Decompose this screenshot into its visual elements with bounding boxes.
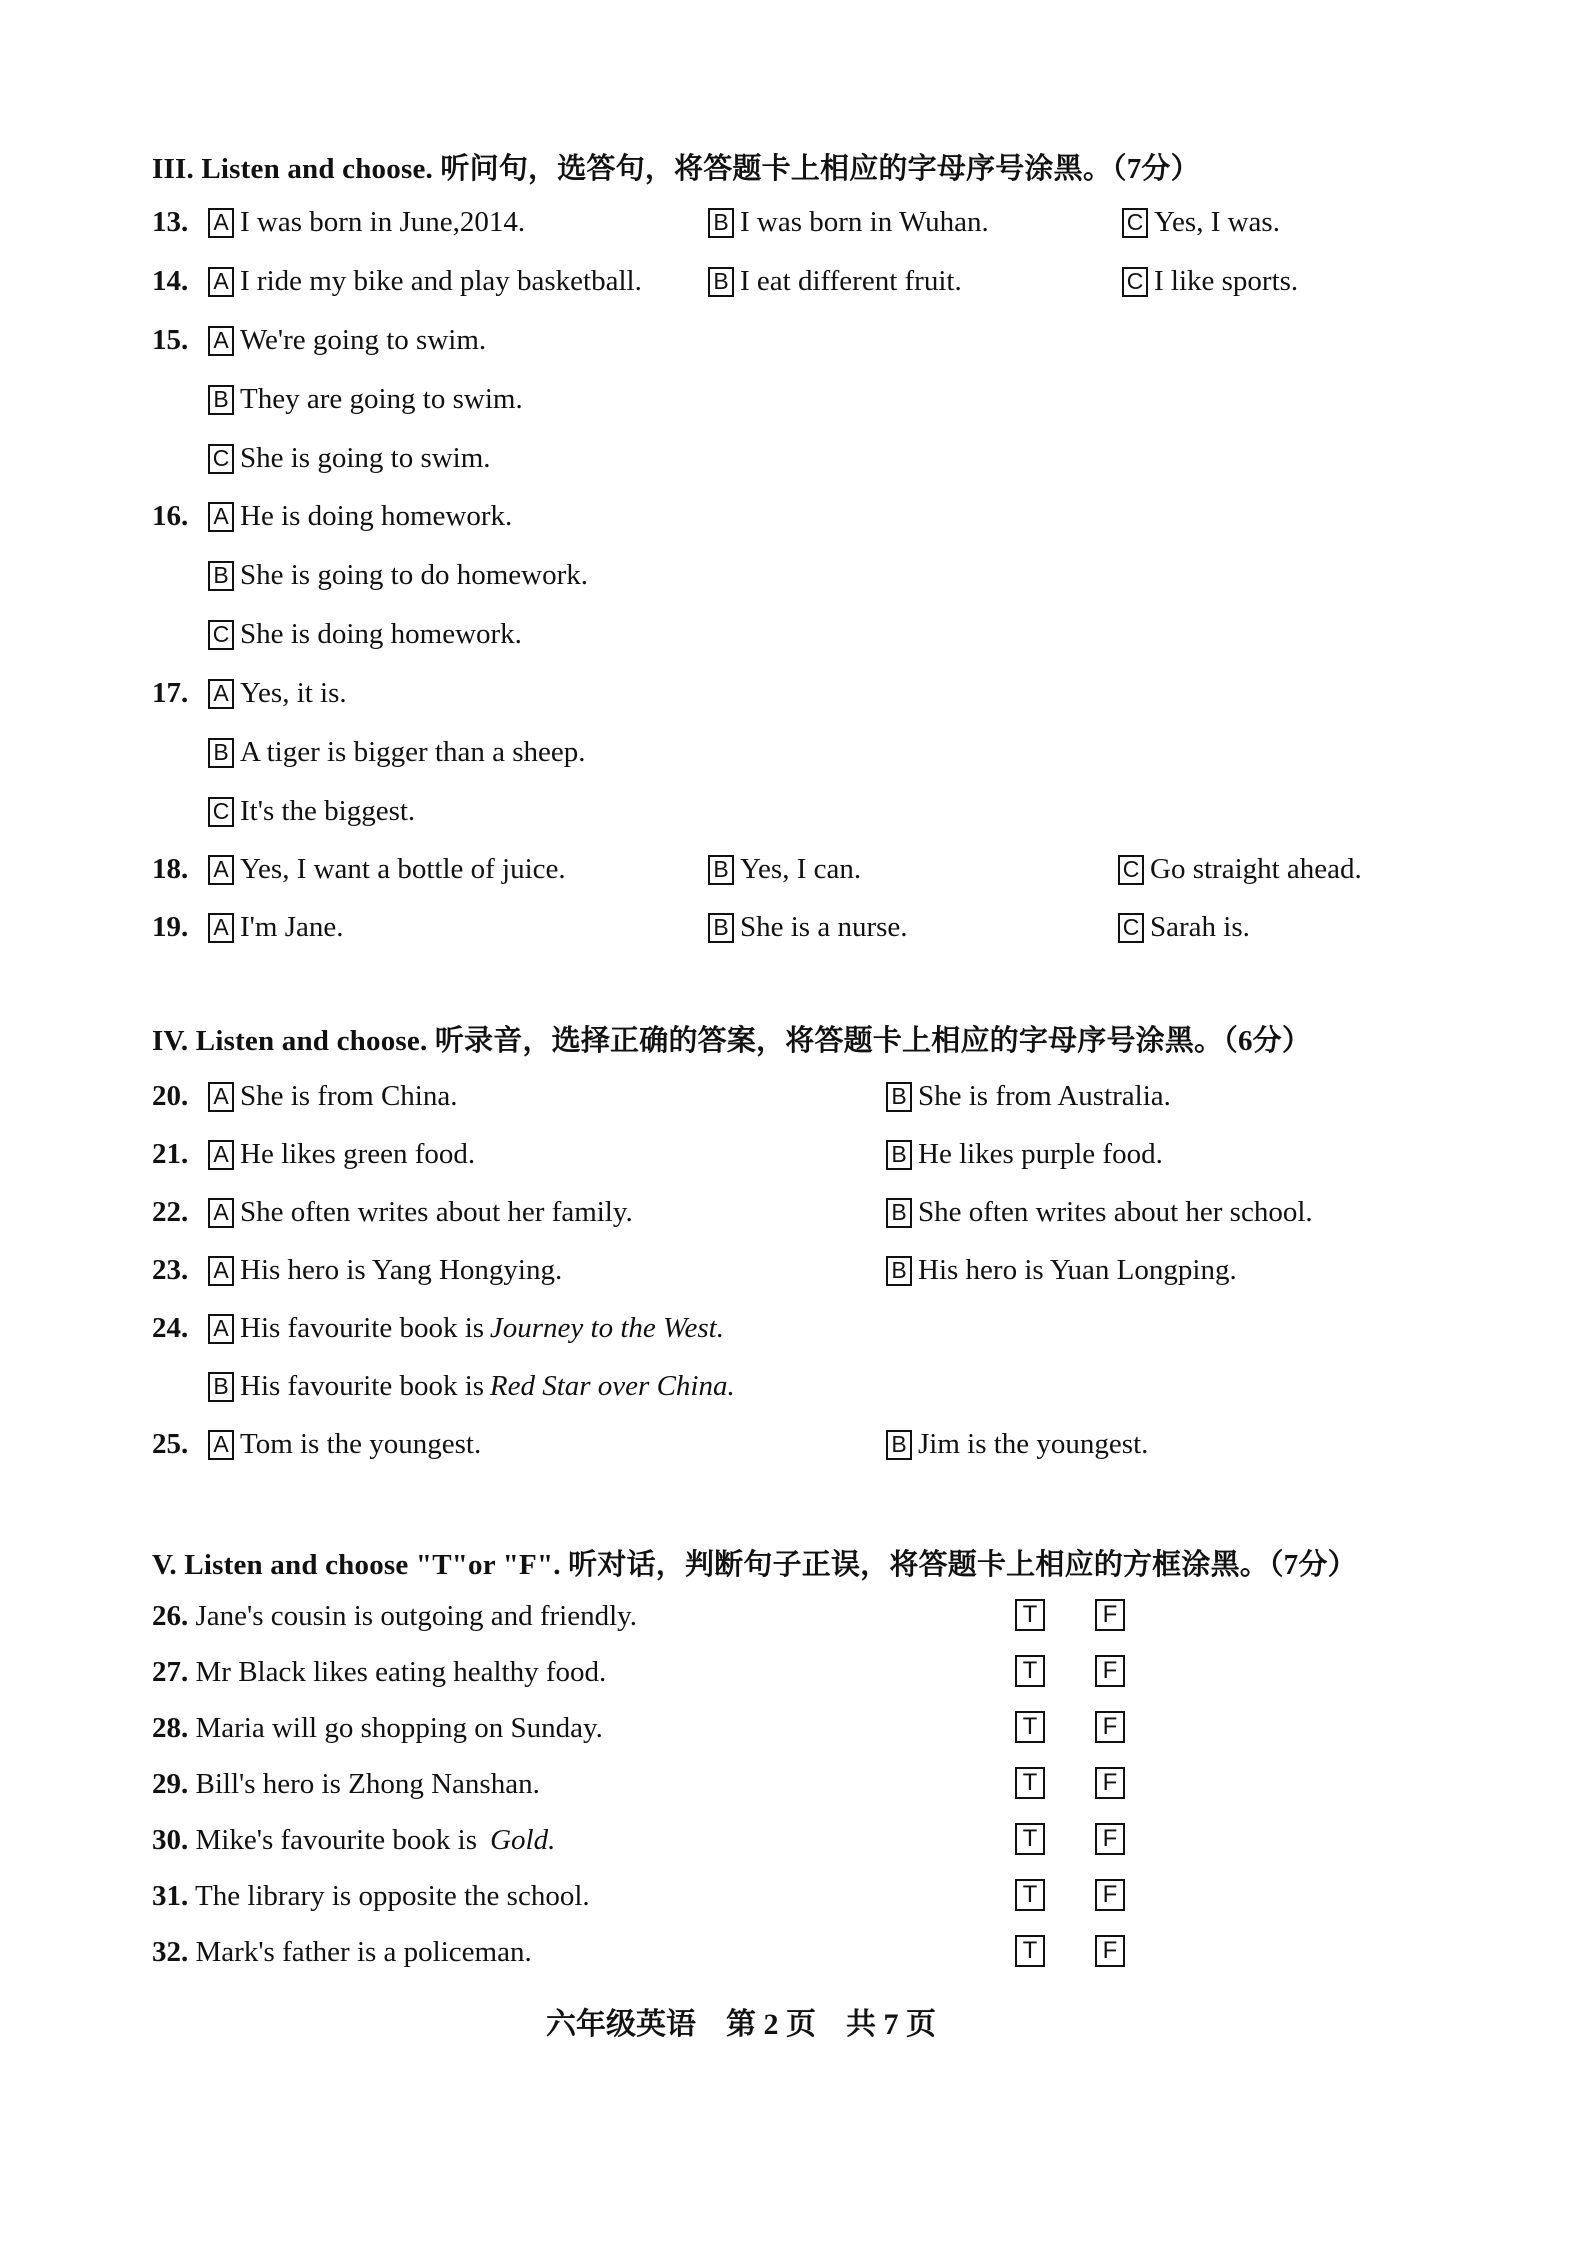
option-text: He likes green food. (240, 1138, 476, 1170)
tf-question-28 (152, 1712, 603, 1745)
question-number: 19. (152, 911, 189, 943)
option-text: She often writes about her family. (240, 1196, 633, 1228)
false-box[interactable]: F (1095, 1823, 1125, 1855)
q13-option-b[interactable] (708, 206, 989, 239)
option-box: A (208, 1140, 234, 1170)
question-number: 29. (152, 1768, 189, 1800)
option-box: B (886, 1082, 912, 1112)
option-text: He is doing homework. (240, 500, 513, 532)
statement-text: Maria will go shopping on Sunday. (195, 1712, 603, 1744)
option-text: Sarah is. (1150, 911, 1250, 943)
option-box: B (708, 208, 734, 238)
option-box: B (886, 1198, 912, 1228)
q20-option-b[interactable] (886, 1080, 1171, 1113)
option-text: His hero is Yang Hongying. (240, 1254, 563, 1286)
option-text: Yes, I was. (1154, 206, 1280, 238)
q15-option-b[interactable] (208, 383, 523, 416)
option-box: B (886, 1140, 912, 1170)
option-text: Yes, it is. (240, 677, 347, 709)
q15-option-c[interactable] (208, 442, 491, 475)
option-text: I eat different fruit. (740, 265, 962, 297)
question-number: 23. (152, 1254, 189, 1286)
question-number: 27. (152, 1656, 189, 1688)
q22-option-a[interactable] (208, 1196, 633, 1229)
option-box: A (208, 913, 234, 943)
q16-option-c[interactable] (208, 618, 522, 651)
option-text: She is from Australia. (918, 1080, 1171, 1112)
option-box: B (208, 1372, 234, 1402)
q17-option-b[interactable] (208, 736, 586, 769)
option-box: A (208, 1082, 234, 1112)
q18-option-a[interactable] (208, 853, 566, 886)
option-text: A tiger is bigger than a sheep. (240, 736, 586, 768)
true-box[interactable]: T (1015, 1767, 1045, 1799)
question-number: 25. (152, 1428, 189, 1460)
book-title: Journey to the West. (489, 1312, 724, 1344)
false-box[interactable]: F (1095, 1599, 1125, 1631)
q23-option-b[interactable] (886, 1254, 1237, 1287)
false-box[interactable]: F (1095, 1655, 1125, 1687)
option-text: His favourite book is (240, 1312, 485, 1344)
option-text: She is a nurse. (740, 911, 908, 943)
q13-option-c[interactable] (1122, 206, 1280, 239)
false-box[interactable]: F (1095, 1935, 1125, 1967)
option-box: A (208, 326, 234, 356)
option-text: His favourite book is (240, 1370, 485, 1402)
q16-option-b[interactable] (208, 559, 588, 592)
option-box: B (208, 385, 234, 415)
q14-option-a[interactable] (208, 265, 642, 298)
option-box: C (208, 620, 234, 650)
option-box: B (886, 1430, 912, 1460)
true-box[interactable]: T (1015, 1823, 1045, 1855)
option-text: They are going to swim. (240, 383, 523, 415)
option-box: B (208, 738, 234, 768)
q19-option-b[interactable] (708, 911, 908, 944)
option-text: I was born in June,2014. (240, 206, 526, 238)
option-box: A (208, 679, 234, 709)
false-box[interactable]: F (1095, 1767, 1125, 1799)
option-text: I ride my bike and play basketball. (240, 265, 642, 297)
q14-option-b[interactable] (708, 265, 962, 298)
option-box: A (208, 1314, 234, 1344)
option-text: I like sports. (1154, 265, 1299, 297)
option-box: A (208, 1198, 234, 1228)
q23-option-a[interactable] (208, 1254, 562, 1287)
option-text: She is going to swim. (240, 442, 491, 474)
option-text: We're going to swim. (240, 324, 487, 356)
question-number: 16. (152, 500, 189, 532)
option-box: A (208, 267, 234, 297)
question-number: 13. (152, 206, 189, 238)
book-title: Gold. (490, 1824, 556, 1856)
question-number: 28. (152, 1712, 189, 1744)
option-box: C (1122, 267, 1148, 297)
tf-question-30 (152, 1824, 555, 1857)
q21-option-b[interactable] (886, 1138, 1163, 1171)
statement-text: Mike's favourite book is (195, 1824, 485, 1856)
section-3-title: III. Listen and choose. 听问句，选答句，将答题卡上相应的字母序号涂黑。（7分） (152, 153, 1200, 185)
option-text: His hero is Yuan Longping. (918, 1254, 1237, 1286)
question-number: 14. (152, 265, 189, 297)
statement-text: Jane's cousin is outgoing and friendly. (195, 1600, 637, 1632)
option-box: A (208, 855, 234, 885)
q18-option-c[interactable] (1118, 853, 1362, 886)
page-footer: 六年级英语 第 2 页 共 7 页 (546, 2008, 936, 2041)
option-box: C (1122, 208, 1148, 238)
option-text: She is from China. (240, 1080, 458, 1112)
option-box: B (708, 267, 734, 297)
option-box: C (1118, 913, 1144, 943)
q24-option-a[interactable] (208, 1312, 724, 1345)
option-box: C (1118, 855, 1144, 885)
option-text: I was born in Wuhan. (740, 206, 989, 238)
q15-option-a[interactable] (208, 324, 486, 357)
question-number: 31. (152, 1880, 189, 1912)
option-text: Tom is the youngest. (240, 1428, 482, 1460)
option-text: I'm Jane. (240, 911, 344, 943)
option-box: B (208, 561, 234, 591)
option-text: She often writes about her school. (918, 1196, 1313, 1228)
true-box[interactable]: T (1015, 1599, 1045, 1631)
statement-text: The library is opposite the school. (194, 1880, 590, 1912)
option-text: She is doing homework. (240, 618, 522, 650)
option-box: C (208, 444, 234, 474)
false-box[interactable]: F (1095, 1879, 1125, 1911)
option-text: It's the biggest. (240, 795, 416, 827)
false-box[interactable]: F (1095, 1711, 1125, 1743)
section-4-title: IV. Listen and choose. 听录音，选择正确的答案，将答题卡上相应的字母序号涂黑。（6分） (152, 1025, 1312, 1057)
option-box: B (708, 855, 734, 885)
q24-option-b[interactable] (208, 1370, 735, 1403)
q19-option-a[interactable] (208, 911, 343, 944)
question-number: 24. (152, 1312, 189, 1344)
question-number: 30. (152, 1824, 189, 1856)
section-5-title: V. Listen and choose "T"or "F". 听对话，判断句子正误，将答题卡上相应的方框涂黑。（7分） (152, 1549, 1357, 1581)
option-text: Go straight ahead. (1150, 853, 1362, 885)
q25-option-a[interactable] (208, 1428, 481, 1461)
statement-text: Bill's hero is Zhong Nanshan. (195, 1768, 540, 1800)
tf-question-32 (152, 1936, 532, 1969)
option-text: She is going to do homework. (240, 559, 588, 591)
question-number: 26. (152, 1600, 189, 1632)
statement-text: Mark's father is a policeman. (195, 1936, 532, 1968)
q17-option-c[interactable] (208, 795, 415, 828)
q25-option-b[interactable] (886, 1428, 1148, 1461)
option-box: C (208, 797, 234, 827)
option-box: A (208, 1256, 234, 1286)
true-box[interactable]: T (1015, 1711, 1045, 1743)
question-number: 32. (152, 1936, 189, 1968)
option-box: A (208, 1430, 234, 1460)
option-box: B (886, 1256, 912, 1286)
tf-question-27 (152, 1656, 606, 1689)
true-box[interactable]: T (1015, 1655, 1045, 1687)
statement-text: Mr Black likes eating healthy food. (195, 1656, 607, 1688)
option-text: Jim is the youngest. (918, 1428, 1149, 1460)
tf-question-29 (152, 1768, 540, 1801)
q17-option-a[interactable] (208, 677, 347, 710)
question-number: 15. (152, 324, 189, 356)
q21-option-a[interactable] (208, 1138, 475, 1171)
option-text: Yes, I can. (740, 853, 862, 885)
question-number: 22. (152, 1196, 189, 1228)
tf-question-26 (152, 1600, 637, 1633)
true-box[interactable]: T (1015, 1935, 1045, 1967)
q16-option-a[interactable] (208, 500, 512, 533)
q13-option-a[interactable] (208, 206, 525, 239)
option-box: A (208, 208, 234, 238)
book-title: Red Star over China. (489, 1370, 735, 1402)
option-box: A (208, 502, 234, 532)
option-box: B (708, 913, 734, 943)
q19-option-c[interactable] (1118, 911, 1250, 944)
tf-question-31 (152, 1880, 590, 1913)
question-number: 18. (152, 853, 189, 885)
question-number: 17. (152, 677, 189, 709)
question-number: 21. (152, 1138, 189, 1170)
option-text: Yes, I want a bottle of juice. (240, 853, 566, 885)
true-box[interactable]: T (1015, 1879, 1045, 1911)
q18-option-b[interactable] (708, 853, 861, 886)
q14-option-c[interactable] (1122, 265, 1298, 298)
q22-option-b[interactable] (886, 1196, 1313, 1229)
option-text: He likes purple food. (918, 1138, 1163, 1170)
q20-option-a[interactable] (208, 1080, 458, 1113)
question-number: 20. (152, 1080, 189, 1112)
